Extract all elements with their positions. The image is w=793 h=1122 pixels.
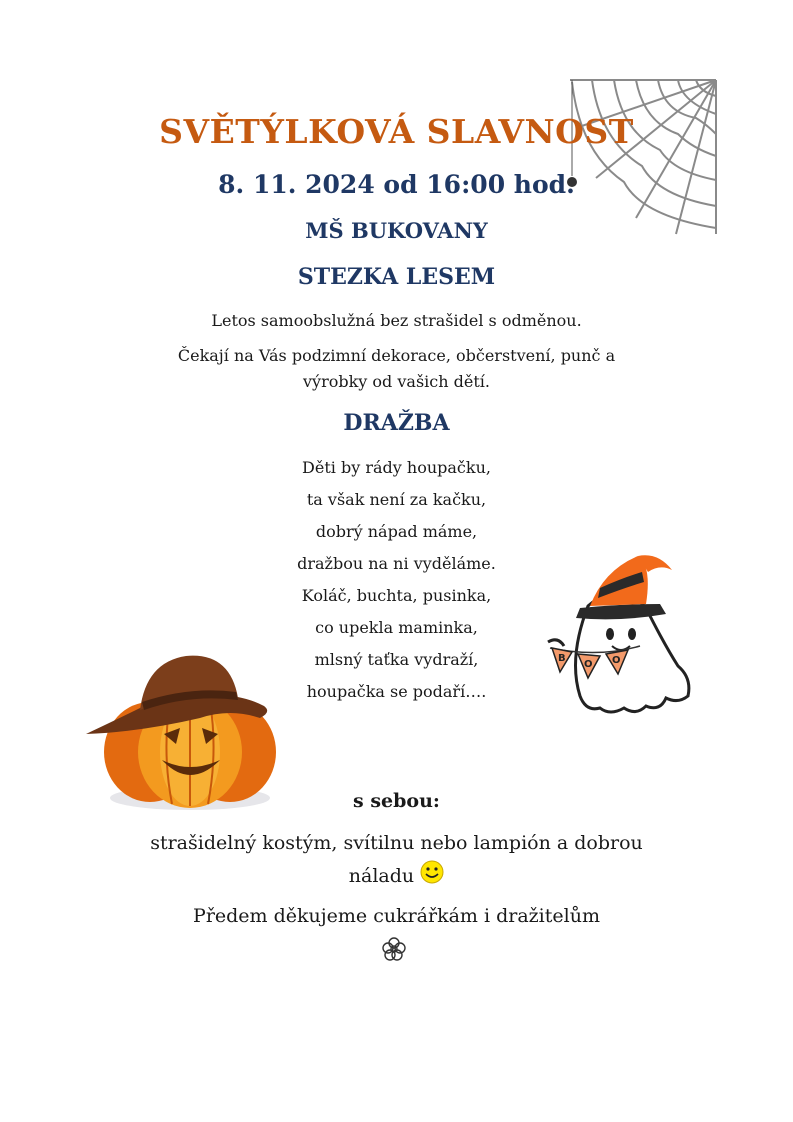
bring-line-2-row <box>0 860 793 889</box>
poem-line: dražbou na ni vyděláme. <box>297 554 496 573</box>
ghost-illustration <box>528 548 708 728</box>
forest-line-3: výrobky od vašich dětí. <box>303 372 490 391</box>
bring-line-1: strašidelný kostým, svítilnu nebo lampión a dobrou <box>150 832 643 854</box>
spider-web-icon <box>566 78 718 238</box>
poem-line: co upekla maminka, <box>315 618 478 637</box>
school-name: MŠ BUKOVANY <box>305 218 488 243</box>
poem-line: Koláč, buchta, pusinka, <box>301 586 492 605</box>
poem-line: Děti by rády houpačku, <box>302 458 491 477</box>
forest-line-1: Letos samoobslužná bez strašidel s odměnou. <box>211 311 582 330</box>
smiley-icon <box>420 860 444 884</box>
forest-heading: STEZKA LESEM <box>297 264 496 290</box>
flower-icon <box>381 936 407 962</box>
poem-line: mlsný taťka vydraží, <box>314 650 479 669</box>
forest-line-2: Čekají na Vás podzimní dekorace, občerstvení, punč a <box>177 346 616 365</box>
svg-text:O: O <box>584 659 593 670</box>
svg-text:B: B <box>558 653 566 664</box>
poem-line: houpačka se podaří…. <box>306 682 487 701</box>
event-date: 8. 11. 2024 od 16:00 hod. <box>218 170 575 199</box>
bring-line-2: náladu <box>348 865 415 887</box>
auction-heading: DRAŽBA <box>343 410 450 436</box>
svg-text:O: O <box>612 655 621 666</box>
poem-line: ta však není za kačku, <box>306 490 487 509</box>
poem-line: dobrý nápad máme, <box>315 522 478 541</box>
bring-heading: s sebou: <box>353 790 440 812</box>
event-title: SVĚTÝLKOVÁ SLAVNOST <box>159 112 634 151</box>
thanks-text: Předem děkujeme cukrářkám i dražitelům <box>193 905 600 927</box>
